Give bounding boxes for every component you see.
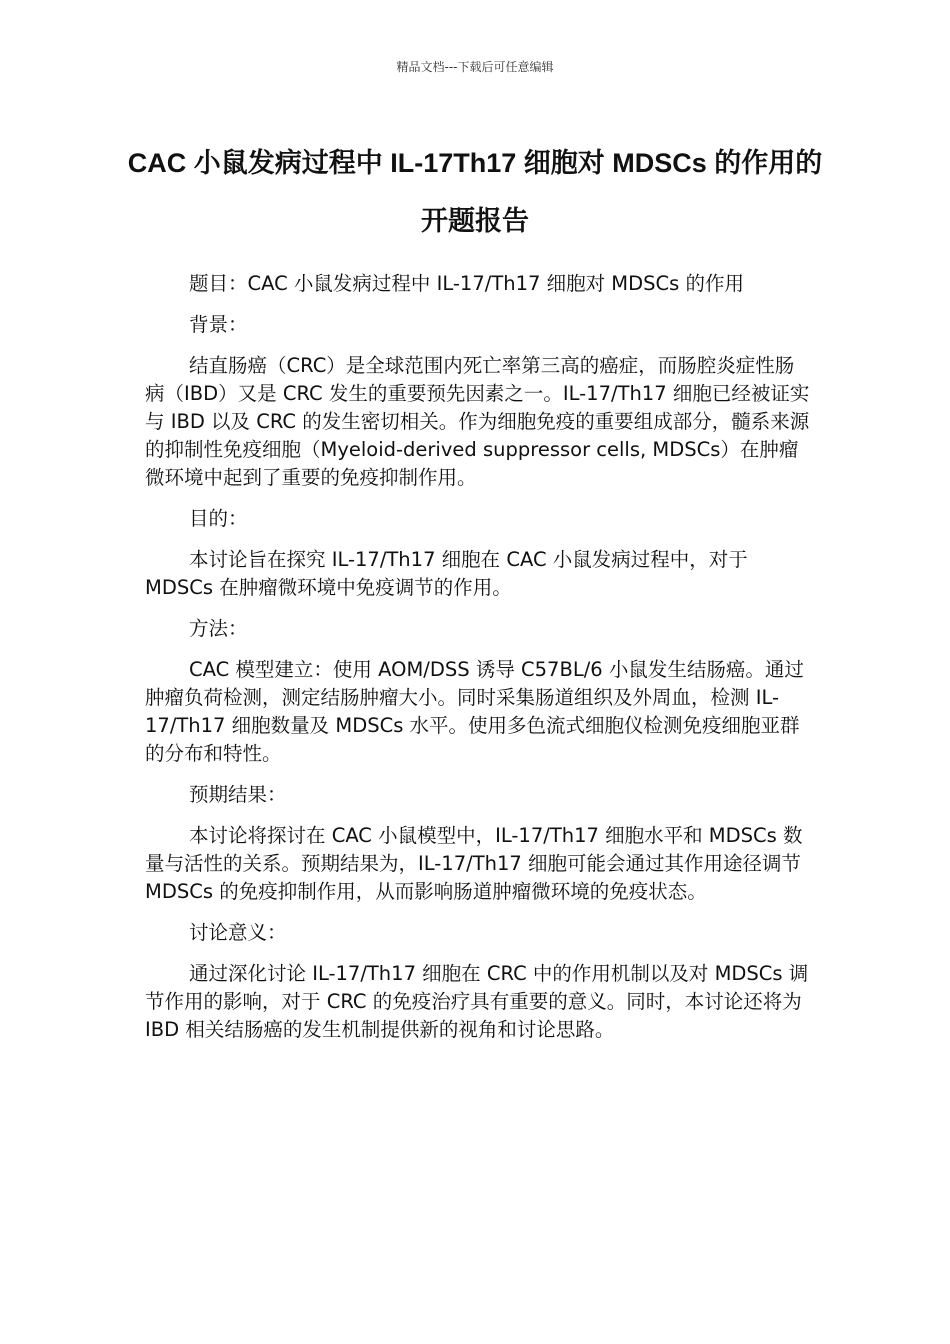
- purpose-paragraph: 本讨论旨在探究 IL-17/Th17 细胞在 CAC 小鼠发病过程中，对于 MDSCs 在肿瘤微环境中免疫调节的作用。: [145, 548, 748, 599]
- document-body: [145, 270, 810, 1057]
- methods-heading: 方法：: [189, 617, 248, 640]
- purpose-heading: 目的：: [189, 507, 248, 530]
- background-heading: 背景：: [189, 313, 248, 336]
- methods-paragraph: CAC 模型建立：使用 AOM/DSS 诱导 C57BL/6 小鼠发生结肠癌。通过肿瘤负荷检测，测定结肠肿瘤大小。同时采集肠道组织及外周血，检测 IL-17/Th17 细胞数量及 MDSCs 水平。使用多色流式细胞仪检测免疫细胞亚群的分布和特性。: [145, 658, 804, 765]
- significance-heading: 讨论意义：: [189, 921, 287, 944]
- results-heading: 预期结果：: [189, 783, 287, 806]
- results-paragraph: 本讨论将探讨在 CAC 小鼠模型中，IL-17/Th17 细胞水平和 MDSCs 数量与活性的关系。预期结果为，IL-17/Th17 细胞可能会通过其作用途径调节 MDSCs 的免疫抑制作用，从而影响肠道肿瘤微环境的免疫状态。: [145, 824, 803, 903]
- background-paragraph: 结直肠癌（CRC）是全球范围内死亡率第三高的癌症，而肠腔炎症性肠病（IBD）又是 CRC 发生的重要预先因素之一。IL-17/Th17 细胞已经被证实与 IBD 以及 CRC 的发生密切相关。作为细胞免疫的重要组成部分，髓系来源的抑制性免疫细胞（Myeloid-derived suppressor cells, MDSCs）在肿瘤微环境中起到了重要的免疫抑制作用。: [145, 354, 810, 489]
- significance-paragraph: 通过深化讨论 IL-17/Th17 细胞在 CRC 中的作用机制以及对 MDSCs 调节作用的影响，对于 CRC 的免疫治疗具有重要的意义。同时，本讨论还将为 IBD 相关结肠癌的发生机制提供新的视角和讨论思路。: [145, 962, 809, 1041]
- page-header-note: 精品文档---下载后可任意编辑: [396, 60, 554, 74]
- topic-line: 题目：CAC 小鼠发病过程中 IL-17/Th17 细胞对 MDSCs 的作用: [189, 272, 744, 295]
- document-title: CAC 小鼠发病过程中 IL-17Th17 细胞对 MDSCs 的作用的开题报告: [127, 148, 823, 236]
